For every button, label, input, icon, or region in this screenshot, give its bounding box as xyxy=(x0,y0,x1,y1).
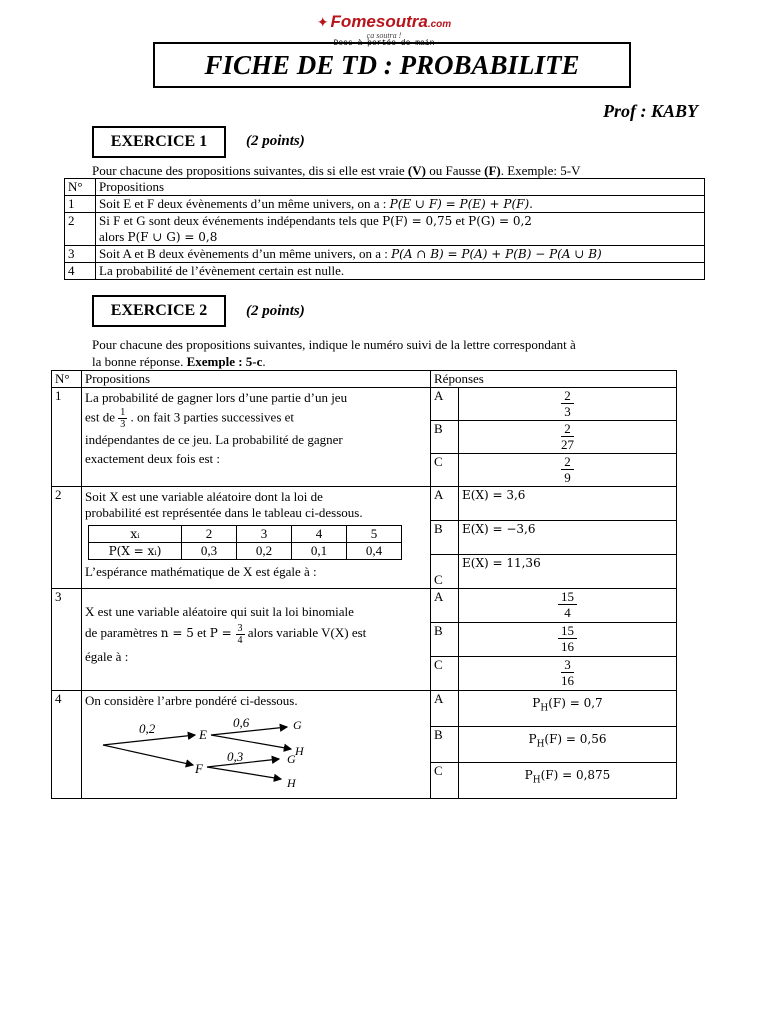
answer-letter: C xyxy=(431,555,459,589)
logo-name: Fomesoutra.com xyxy=(330,12,452,31)
exercise-1-table xyxy=(64,178,705,280)
answer-value: E(X) = 11,36 xyxy=(459,555,677,589)
tree-node-g: G xyxy=(293,718,302,732)
question-2: Soit X est une variable aléatoire dont la loi de probabilité est représentée dans le tableau ci-dessous. xᵢ 2 3 4 5 P(X = xᵢ) 0,3 0,2 0,1 0,4 L’espérance mathématique de X est égale à : xyxy=(82,487,431,589)
table-row xyxy=(52,589,677,623)
table-row xyxy=(65,246,705,263)
table-row xyxy=(65,196,705,213)
answer-letter: C xyxy=(431,763,459,799)
question-4: On considère l’arbre pondéré ci-dessous. 0,2 E F 0,6 0,3 G H G H xyxy=(82,691,431,799)
tree-branch xyxy=(103,735,195,745)
p-value: 0,4 xyxy=(347,543,402,560)
exercise-2-label: EXERCICE 2 xyxy=(92,295,226,327)
table-header xyxy=(65,179,705,196)
answer-letter: A xyxy=(431,589,459,623)
tree-branch xyxy=(211,735,291,749)
probability-law-table xyxy=(88,525,402,560)
row-number: 3 xyxy=(65,246,96,263)
answer-value: E(X) = 3,6 xyxy=(459,487,677,521)
tree-node-f: F xyxy=(195,761,203,776)
table-row xyxy=(65,213,705,246)
table-row xyxy=(52,487,677,521)
row-number: 2 xyxy=(52,487,82,589)
table-header-xi: xᵢ xyxy=(89,526,182,543)
p-value: 0,1 xyxy=(292,543,347,560)
col-header-no: N° xyxy=(65,179,96,196)
table-row xyxy=(52,388,677,421)
answer-value: $\frac{2}{3}$ xyxy=(459,388,677,421)
exercise-2-points: (2 points) xyxy=(246,303,305,319)
proposition: La probabilité de l’évènement certain est nulle. xyxy=(96,263,705,280)
answer-value: $\frac{15}{4}$ xyxy=(459,589,677,623)
tree-branch xyxy=(207,767,281,779)
answer-value: $\frac{2}{9}$ xyxy=(459,454,677,487)
answer-letter: A xyxy=(431,691,459,727)
tree-branch xyxy=(103,745,193,765)
row-number: 2 xyxy=(65,213,96,246)
answer-letter: C xyxy=(431,657,459,691)
row-number: 3 xyxy=(52,589,82,691)
answer-letter: B xyxy=(431,727,459,763)
row-number: 1 xyxy=(65,196,96,213)
table-header xyxy=(52,371,677,388)
p-value: 0,2 xyxy=(237,543,292,560)
tree-node-h: H xyxy=(287,776,296,789)
exercise-1-label: EXERCICE 1 xyxy=(92,126,226,158)
logo-slogan: ça soutra ! xyxy=(366,31,402,40)
p-value: 0,3 xyxy=(182,543,237,560)
answer-letter: A xyxy=(431,487,459,521)
answer-letter: B xyxy=(431,623,459,657)
col-header-propositions: Propositions xyxy=(82,371,431,388)
proposition: Soit E et F deux évènements d’un même univers, on a : P(E ∪ F) = P(E) + P(F). xyxy=(96,196,705,213)
answer-letter: C xyxy=(431,454,459,487)
answer-letter: A xyxy=(431,388,459,421)
proposition: Soit A et B deux évènements d’un même univers, on a : P(A ∩ B) = P(A) + P(B) − P(A ∪ B) xyxy=(96,246,705,263)
tree-weight: 0,6 xyxy=(233,715,250,730)
table-header-p: P(X = xᵢ) xyxy=(89,543,182,560)
xi-value: 4 xyxy=(292,526,347,543)
exercise-1-points: (2 points) xyxy=(246,133,305,149)
row-number: 4 xyxy=(65,263,96,280)
tree-node-e: E xyxy=(199,727,207,742)
answer-value: E(X) = −3,6 xyxy=(459,521,677,555)
question-3: X est une variable aléatoire qui suit la loi binomiale de paramètres n = 5 et P = $\frac{3}{4}$ alors variable V(X) est égale à : xyxy=(82,589,431,691)
answer-letter: B xyxy=(431,521,459,555)
col-header-answers: Réponses xyxy=(431,371,677,388)
tree-weight: 0,3 xyxy=(227,749,244,764)
answer-value: $\frac{3}{16}$ xyxy=(459,657,677,691)
exercise-2-instructions: Pour chacune des propositions suivantes, indique le numéro suivi de la lettre correspondant à la bonne réponse. Exemple : 5-c. xyxy=(92,337,576,369)
xi-value: 3 xyxy=(237,526,292,543)
answer-value: $P_H(F) = 0,56$ xyxy=(459,727,677,763)
logo-tagline: Docs à portée de main xyxy=(333,39,435,48)
xi-value: 2 xyxy=(182,526,237,543)
answer-value: $\frac{2}{27}$ xyxy=(459,421,677,454)
row-number: 1 xyxy=(52,388,82,487)
answer-letter: B xyxy=(431,421,459,454)
exercise-2-table xyxy=(51,370,677,799)
answer-value: $P_H(F) = 0,875$ xyxy=(459,763,677,799)
table-row xyxy=(65,263,705,280)
row-number: 4 xyxy=(52,691,82,799)
col-header-propositions: Propositions xyxy=(96,179,705,196)
tree-weight: 0,2 xyxy=(139,721,156,736)
tree-node-h: H xyxy=(295,744,304,758)
col-header-no: N° xyxy=(52,371,82,388)
author: Prof : KABY xyxy=(602,101,698,121)
tree-node-g: G xyxy=(287,752,296,766)
answer-value: $\frac{15}{16}$ xyxy=(459,623,677,657)
question-1: La probabilité de gagner lors d’une partie d’un jeu est de $\frac{1}{3}$ . on fait 3 parties successives et indépendantes de ce jeu. La probabilité de gagner exactement deux fois est : xyxy=(82,388,431,487)
xi-value: 5 xyxy=(347,526,402,543)
runner-icon: ✦ xyxy=(316,16,329,31)
page-title: FICHE DE TD : PROBABILITE xyxy=(153,42,631,88)
table-row xyxy=(52,691,677,727)
proposition: Si F et G sont deux événements indépendants tels que P(F) = 0,75 et P(G) = 0,2 alors P(F ∪ G) = 0,8 xyxy=(96,213,705,246)
probability-tree-diagram xyxy=(99,709,329,789)
answer-value: $P_H(F) = 0,7$ xyxy=(459,691,677,727)
exercise-1-instructions: Pour chacune des propositions suivantes, dis si elle est vraie (V) ou Fausse (F). Exemple: 5-V xyxy=(92,163,581,178)
